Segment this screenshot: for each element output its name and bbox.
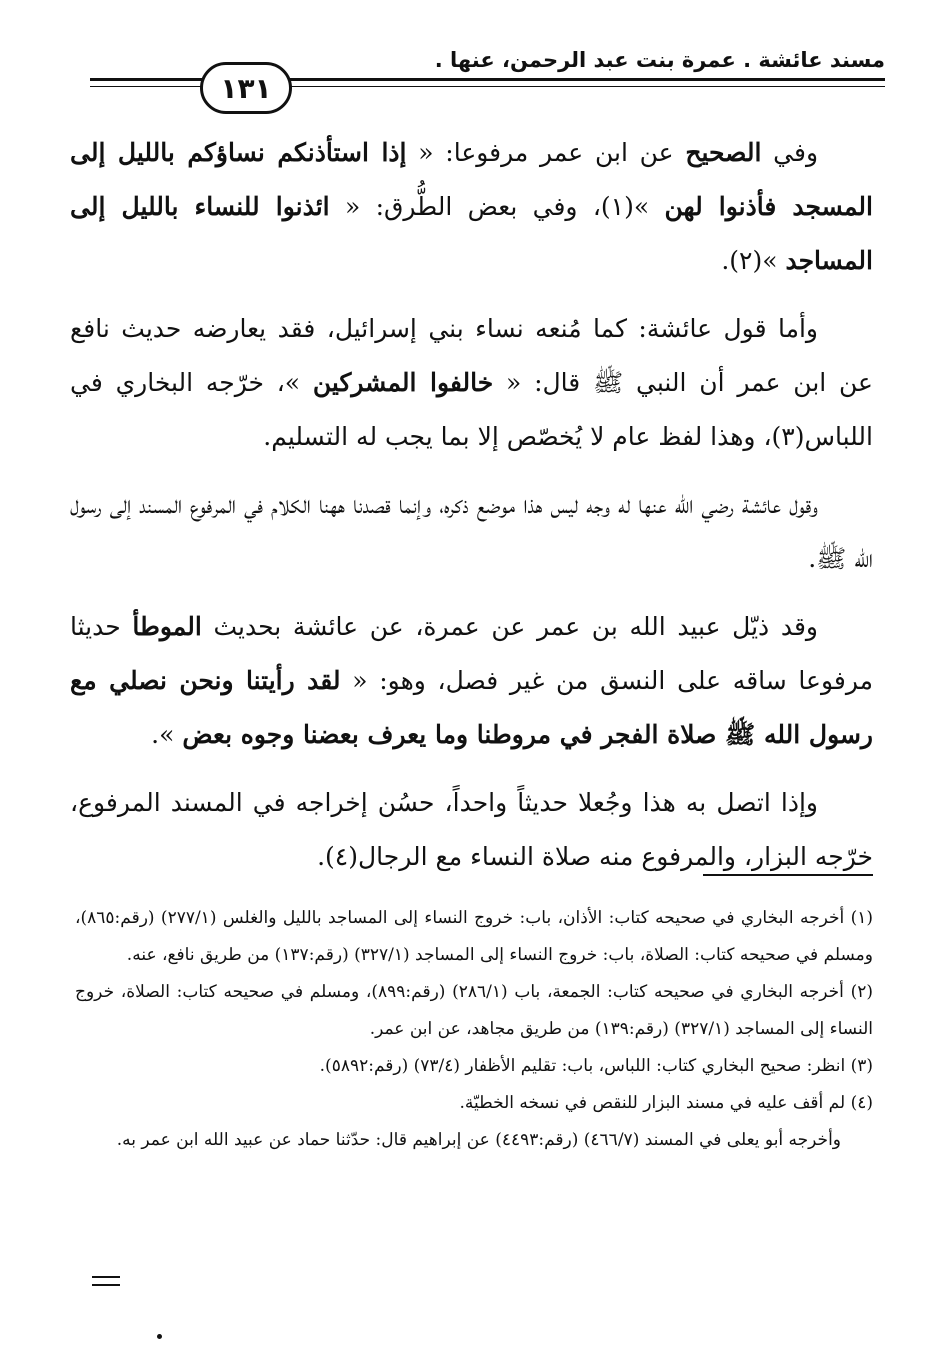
emphasized-text: إذا استأذنكم نساؤكم بالليل إلى المسجد فأذنوا لهن (70, 138, 873, 221)
body-paragraph (70, 478, 873, 586)
emphasized-text: الصحيح (685, 138, 762, 167)
body-paragraph (70, 126, 873, 288)
page-header (90, 40, 885, 105)
emphasized-text: خالفوا المشركين (312, 368, 494, 397)
emphasized-text: ائذنوا للنساء بالليل إلى المساجد (70, 192, 873, 275)
body-paragraph (70, 302, 873, 464)
emphasized-text: لقد رأيتنا ونحن نصلي مع رسول الله ﷺ صلاة الفجر في مروطنا وما يعرف بعضنا وجوه بعض (70, 666, 873, 749)
emphasized-text: الموطأ (132, 612, 202, 641)
body-text: حديثا مرفوعا ساقه على النسق من غير فصل، وهو: « (70, 612, 873, 695)
footnote-separator (703, 874, 873, 876)
footnote: (٣) انظر: صحيح البخاري كتاب: اللباس، باب: تقليم الأظفار (٧٣/٤) (رقم:٥٨٩٢). (319, 1056, 873, 1076)
footnote: (١) أخرجه البخاري في صحيحه كتاب: الأذان، باب: خروج النساء إلى المساجد بالليل والغلس (٢٧٧/١) (رقم:٨٦٥)، ومسلم في صحيحه كتاب: الصلاة، باب: خروج النساء إلى المساجد (٣٢٧/١) (رقم:١٣٧) من طريق نافع، عنه. (75, 908, 873, 965)
body-text: وقول عائشة رضي الله عنها له وجه ليس هذا موضع ذكره، وإنما قصدنا ههنا الكلام في المرفوع المسند إلى رسول الله ﷺ. (70, 490, 873, 573)
continuation-mark (92, 1276, 120, 1292)
footnotes (75, 900, 873, 1159)
body-text: »، خرّجه البخاري في اللباس(٣)، وهذا لفظ عام لا يُخصّص إلا بما يجب له التسليم. (70, 368, 873, 451)
body-text: عن ابن عمر مرفوعا: « (406, 138, 686, 167)
body-text: ». (151, 720, 183, 749)
footnote: (٤) لم أقف عليه في مسند البزار للنقص في نسخه الخطيّة. (459, 1093, 873, 1113)
body-paragraph (70, 776, 873, 884)
body-text: »(٢). (721, 246, 786, 275)
page-dot (157, 1334, 162, 1339)
body-text: وفي (761, 138, 819, 167)
body-text: وأما قول عائشة: كما مُنعه نساء بني إسرائيل، فقد يعارضه حديث نافع عن ابن عمر أن النبي ﷺ قال: « (70, 314, 873, 397)
body-paragraph (70, 600, 873, 762)
running-title: مسند عائشة . عمرة بنت عبد الرحمن، عنها . (434, 48, 885, 72)
body-text: »(١)، وفي بعض الطُّرق: « (329, 192, 665, 221)
body-text: وإذا اتصل به هذا وجُعلا حديثاً واحداً، حسُن إخراجه في المسند المرفوع، خرّجه البزار، والمرفوع منه صلاة النساء مع الرجال(٤). (70, 788, 873, 871)
footnote: وأخرجه أبو يعلى في المسند (٤٦٦/٧) (رقم:٤٤٩٣) عن إبراهيم قال: حدّثنا حماد عن عبيد الله ابن عمر به. (116, 1130, 841, 1150)
page-number: ١٣١ (200, 62, 292, 114)
main-text (70, 126, 873, 898)
body-text: وقد ذيّل عبيد الله بن عمر عن عمرة، عن عائشة بحديث (201, 612, 818, 641)
footnote: (٢) أخرجه البخاري في صحيحه كتاب: الجمعة، باب (٢٨٦/١) (رقم:٨٩٩)، ومسلم في صحيحه كتاب: الصلاة، خروج النساء إلى المساجد (٣٢٧/١) (رقم:١٣٩) من طريق مجاهد، عن ابن عمر. (75, 982, 873, 1039)
